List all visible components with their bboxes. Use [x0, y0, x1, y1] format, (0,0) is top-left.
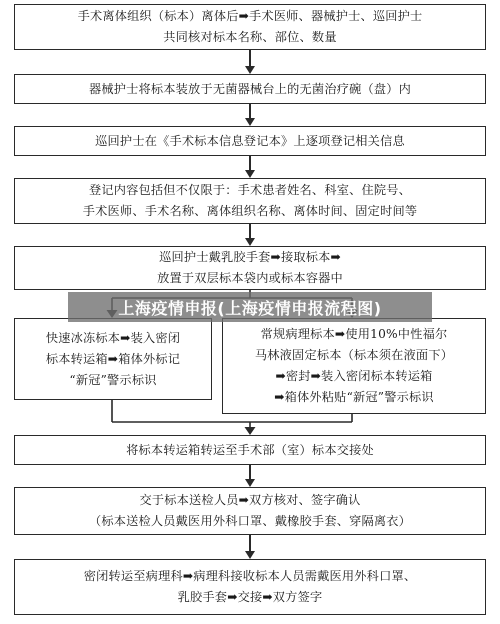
- arrow-2-3: [243, 104, 257, 126]
- step-8-box: [14, 559, 486, 615]
- branch-frozen-line-3: “新冠”警示标识: [69, 372, 157, 387]
- arrow-4-5: [243, 224, 257, 246]
- arrow-3-4: [243, 156, 257, 178]
- step-6-box: [14, 435, 486, 465]
- step-7-line-2: （标本送检人员戴医用外科口罩、戴橡胶手套、穿隔离衣）: [88, 514, 412, 528]
- step-5-line-2: 放置于双层标本袋内或标本容器中: [157, 271, 343, 285]
- step-1-line-2: 共同核对标本名称、部位、数量: [163, 30, 337, 44]
- branch-routine-line-2: 马林液固定标本（标本须在液面下）: [254, 348, 454, 362]
- arrow-6-7: [243, 465, 257, 487]
- watermark-banner: 上海疫情申报(上海疫情申报流程图): [68, 292, 432, 322]
- step-4-line-2: 手术医师、手术名称、离体组织名称、离体时间、固定时间等: [82, 204, 418, 218]
- branch-frozen-line-2: 标本转运箱➡箱体外标记: [45, 351, 181, 366]
- step-3-line-1: 巡回护士在《手术标本信息登记本》上逐项登记相关信息: [95, 133, 405, 148]
- step-2-line-1: 器械护士将标本装放于无菌器械台上的无菌治疗碗（盘）内: [88, 81, 412, 96]
- step-5-line-1: 巡回护士戴乳胶手套➡接取标本➡: [159, 250, 341, 264]
- step-5-box: [14, 246, 486, 290]
- arrow-1-2: [243, 50, 257, 74]
- branch-frozen-box: [14, 318, 212, 400]
- step-1-line-1: 手术离体组织（标本）离体后➡手术医师、器械护士、巡回护士: [77, 9, 423, 23]
- step-8-line-2: 乳胶手套➡交接➡双方签字: [177, 590, 323, 604]
- step-8-line-1: 密闭转运至病理科➡病理科接收标本人员需戴医用外科口罩、: [83, 569, 417, 583]
- step-3-box: [14, 126, 486, 156]
- step-1-box: [14, 4, 486, 50]
- merge-connector: [0, 400, 500, 436]
- step-7-line-1: 交于标本送检人员➡双方核对、签字确认: [139, 493, 361, 507]
- step-2-box: [14, 74, 486, 104]
- arrow-7-8: [243, 535, 257, 559]
- step-7-box: [14, 487, 486, 535]
- branch-routine-line-4: ➡箱体外粘贴“新冠”警示标识: [274, 390, 434, 404]
- branch-routine-line-3: ➡密封➡装入密闭标本转运箱: [275, 369, 433, 383]
- branch-frozen-line-1: 快速冰冻标本➡装入密闭: [45, 330, 181, 345]
- step-4-box: [14, 178, 486, 224]
- branch-routine-line-1: 常规病理标本➡使用10%中性福尔: [260, 327, 448, 341]
- step-4-line-1: 登记内容包括但不仅限于：手术患者姓名、科室、住院号、: [88, 183, 412, 197]
- step-6-line-1: 将标本转运箱转运至手术部（室）标本交接处: [126, 442, 374, 457]
